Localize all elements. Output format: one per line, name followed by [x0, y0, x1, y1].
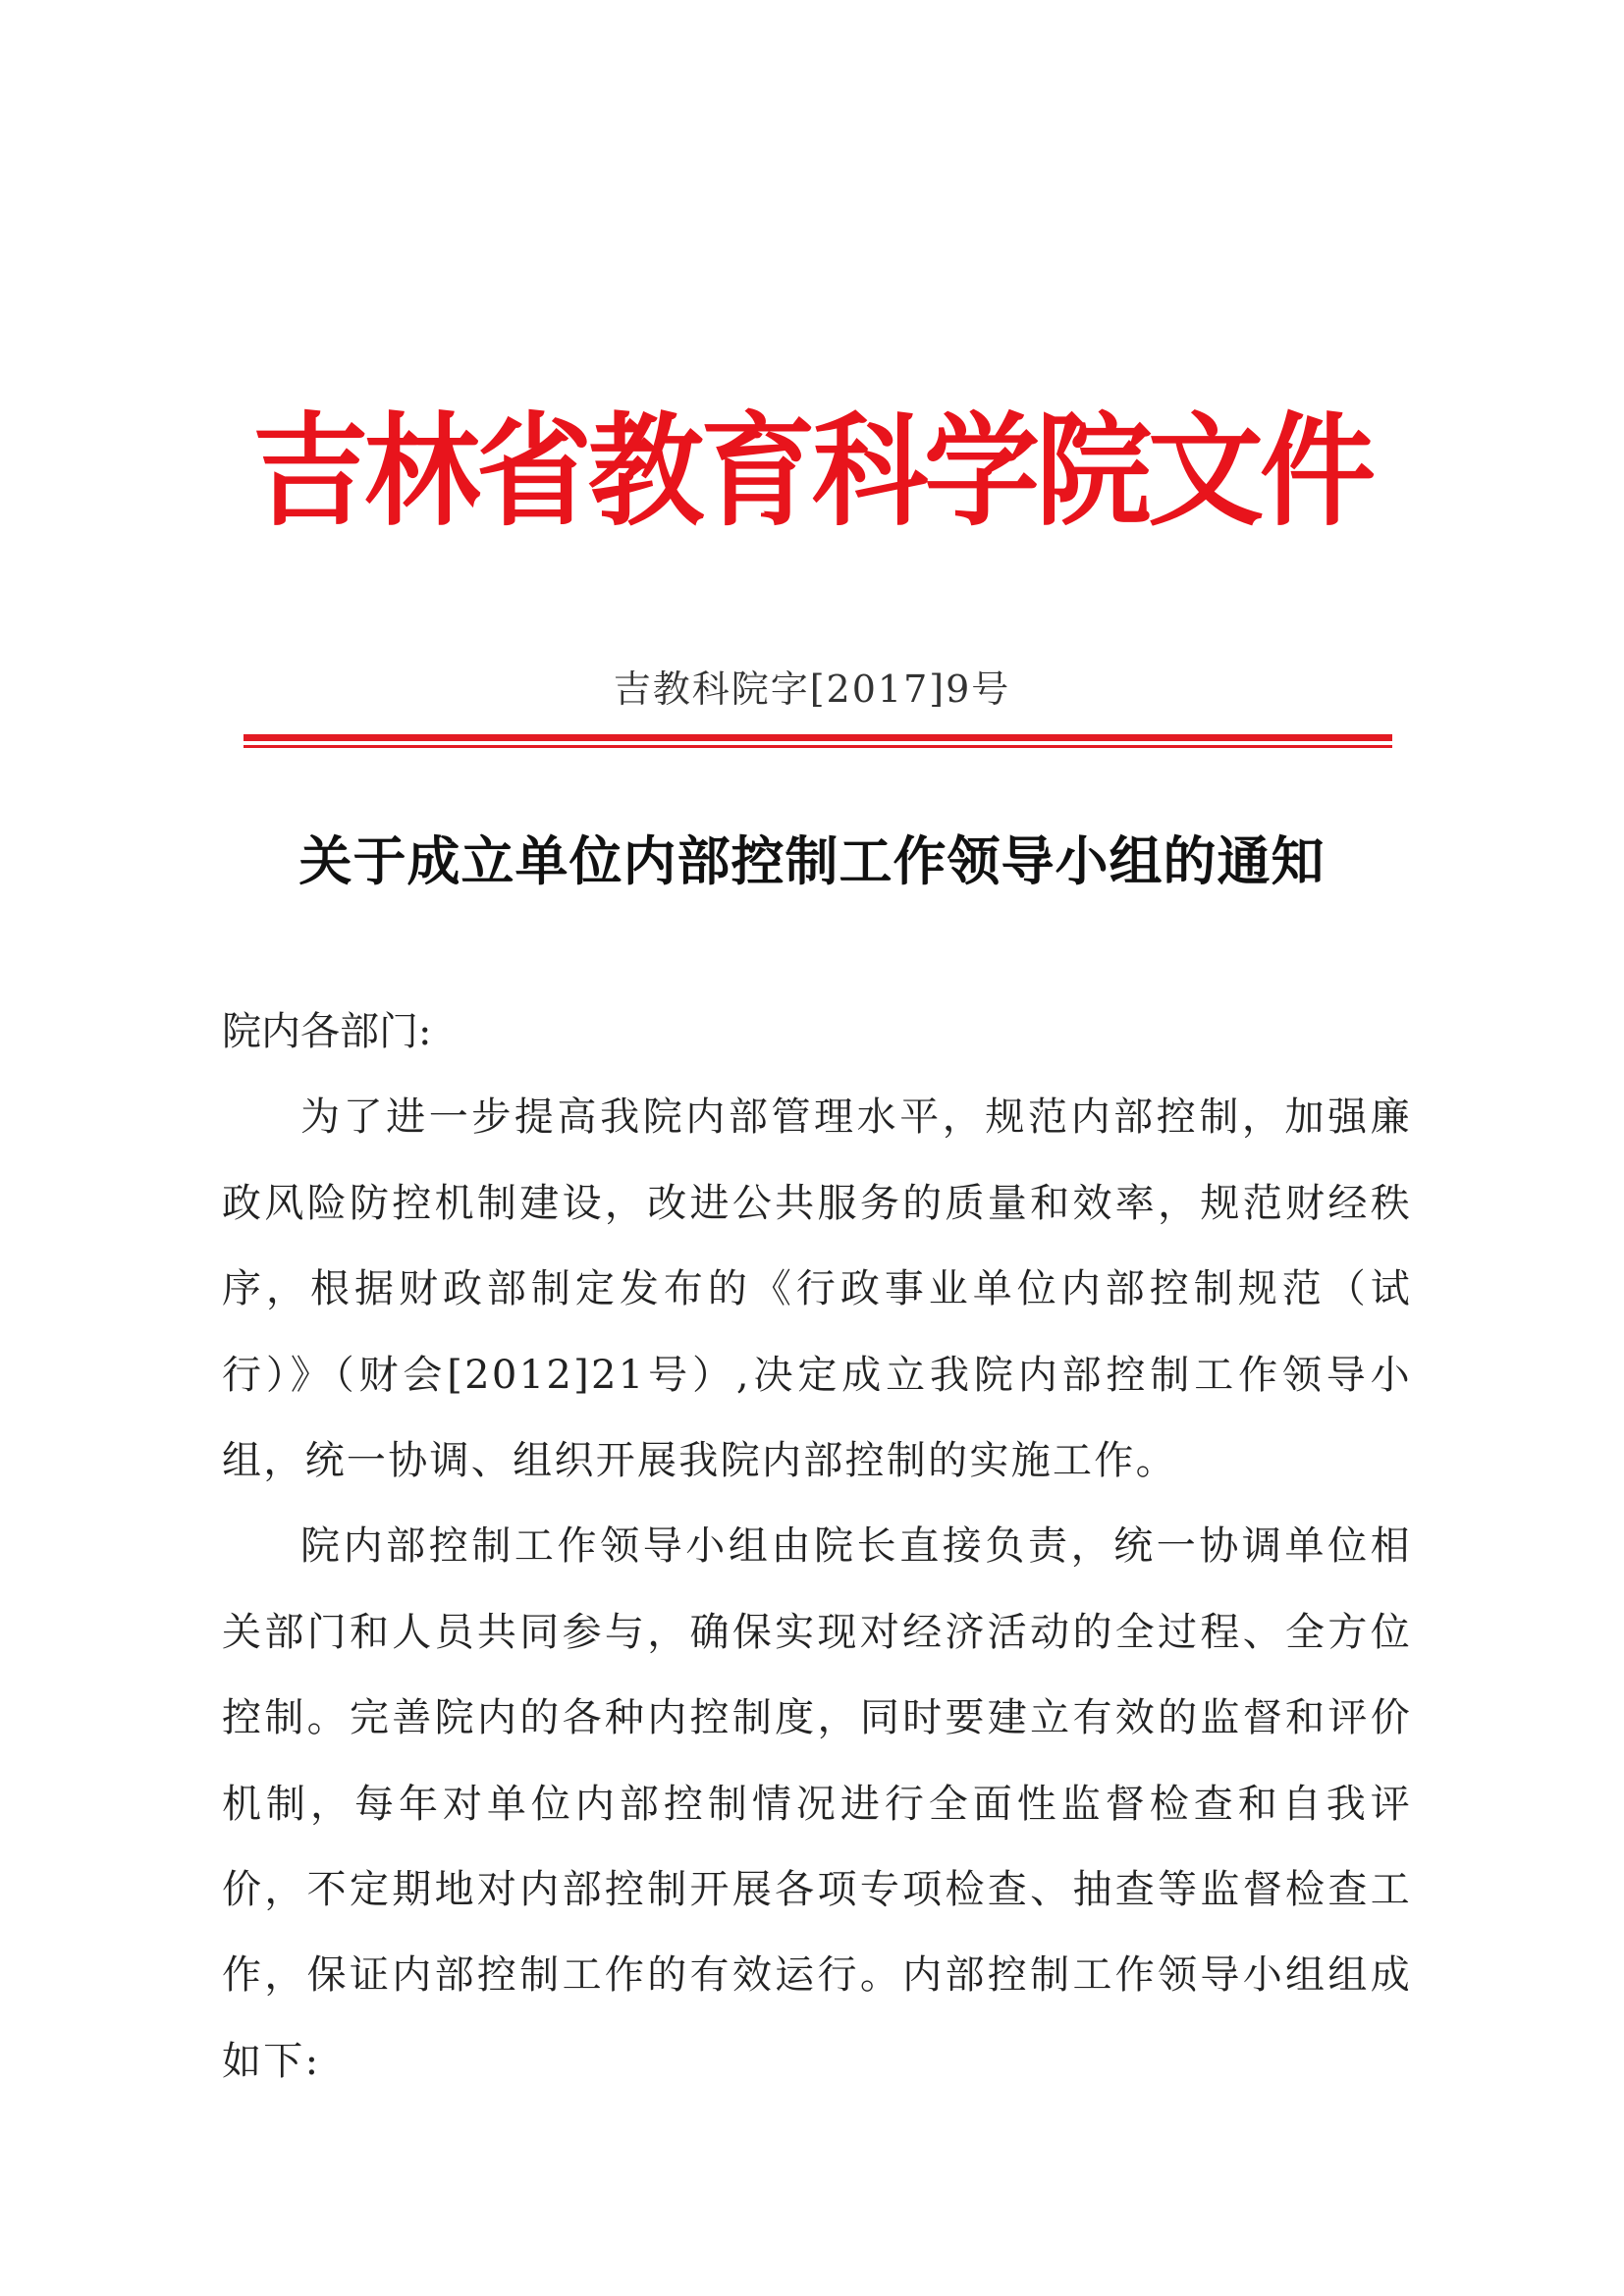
red-divider-thin [244, 745, 1392, 748]
document-number: 吉教科院字[2017]9号 [613, 667, 1011, 711]
red-divider-thick [244, 734, 1392, 741]
salutation: 院内各部门: [222, 1009, 432, 1054]
body-paragraph: 院内部控制工作领导小组由院长直接负责，统一协调单位相关部门和人员共同参与，确保实现对经济活动的全过程、全方位控制。完善院内的各种内控制度，同时要建立有效的监督和评价机制，每年对单位内部控制情况进行全面性监督检查和自我评价，不定期地对内部控制开展各项专项检查、抽查等监督检查工作，保证内部控制工作的有效运行。内部控制工作领导小组组成如下: [222, 1523, 1412, 2084]
body-paragraph: 为了进一步提高我院内部管理水平，规范内部控制，加强廉政风险防控机制建设，改进公共服务的质量和效率，规范财经秩序，根据财政部制定发布的《行政事业单位内部控制规范（试行）》（财会[2012]21号）,决定成立我院内部控制工作领导小组，统一协调、组织开展我院内部控制的实施工作。 [222, 1095, 1412, 1484]
notice-title: 关于成立单位内部控制工作领导小组的通知 [298, 830, 1326, 892]
notice-body [222, 989, 1412, 2105]
masthead-title: 吉林省教育科学院文件 [251, 400, 1372, 543]
